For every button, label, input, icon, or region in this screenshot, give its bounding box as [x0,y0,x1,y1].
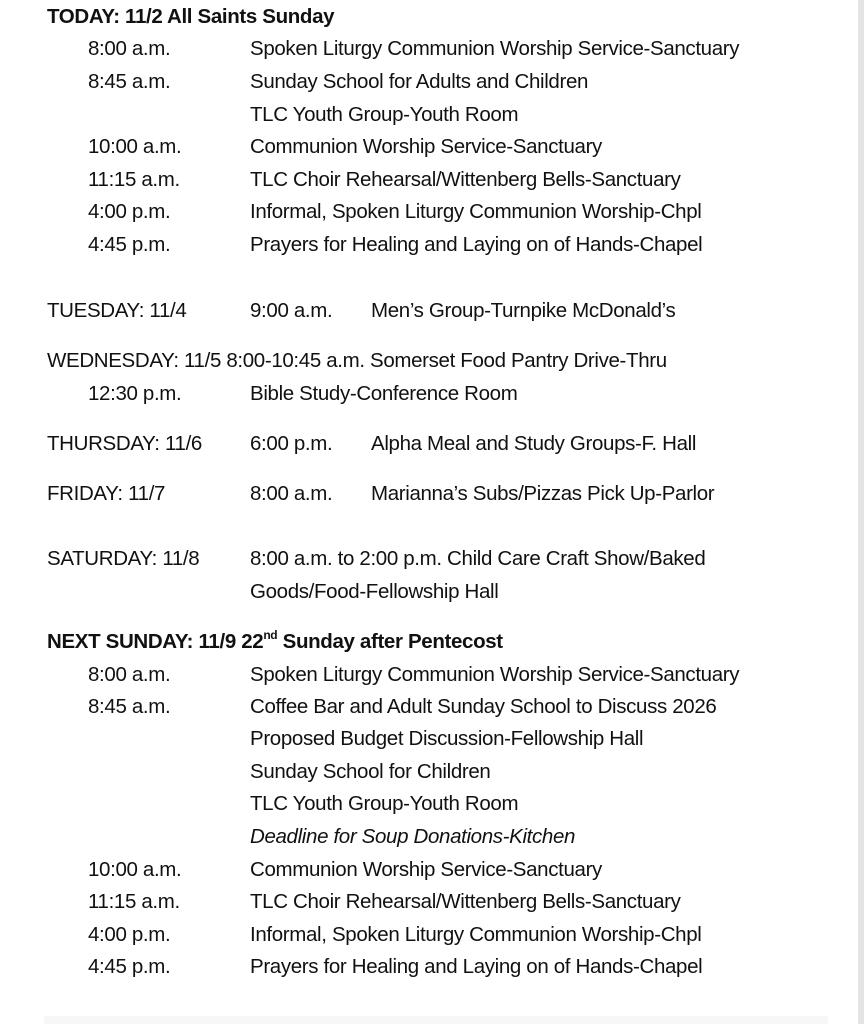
event-time: 4:45 p.m. [88,233,171,256]
event-desc: Spoken Liturgy Communion Worship Service-Sanctuary [250,37,740,60]
wednesday-time2: 12:30 p.m. [88,382,182,405]
saturday-desc-line2: Goods/Food-Fellowship Hall [250,580,499,603]
wednesday-desc2: Bible Study-Conference Room [250,382,518,405]
tuesday-day: TUESDAY: 11/4 [47,299,187,322]
saturday-desc-line1: 8:00 a.m. to 2:00 p.m. Child Care Craft Show/Baked [250,547,706,570]
page-edge-strip [858,0,864,1024]
event-time: 10:00 a.m. [88,858,182,881]
event-desc: Coffee Bar and Adult Sunday School to Discuss 2026 [250,695,717,718]
event-desc: Spoken Liturgy Communion Worship Service-Sanctuary [250,663,740,686]
event-time: 8:00 a.m. [88,37,171,60]
heading-pre: NEXT SUNDAY: 11/9 22 [47,630,264,653]
friday-desc: Marianna’s Subs/Pizzas Pick Up-Parlor [371,482,715,505]
event-desc: Informal, Spoken Liturgy Communion Worship-Chpl [250,923,702,946]
event-desc: Prayers for Healing and Laying on of Hands-Chapel [250,233,703,256]
event-desc: Informal, Spoken Liturgy Communion Worship-Chpl [250,200,702,223]
next-sunday-heading [47,629,503,655]
thursday-time: 6:00 p.m. [250,432,333,455]
event-desc-deadline: Deadline for Soup Donations-Kitchen [250,825,576,848]
heading-post: Sunday after Pentecost [277,630,503,653]
event-desc: Communion Worship Service-Sanctuary [250,135,602,158]
event-desc: Communion Worship Service-Sanctuary [250,858,602,881]
ordinal-suffix: nd [263,628,278,643]
event-desc: Sunday School for Adults and Children [250,70,589,93]
event-desc: Sunday School for Children [250,760,491,783]
event-time: 8:00 a.m. [88,663,171,686]
event-time: 4:00 p.m. [88,923,171,946]
friday-day: FRIDAY: 11/7 [47,482,166,505]
event-time: 8:45 a.m. [88,695,171,718]
tuesday-time: 9:00 a.m. [250,299,333,322]
event-desc: TLC Choir Rehearsal/Wittenberg Bells-Sanctuary [250,168,681,191]
event-time: 10:00 a.m. [88,135,182,158]
event-desc: Proposed Budget Discussion-Fellowship Hall [250,727,644,750]
thursday-desc: Alpha Meal and Study Groups-F. Hall [371,432,697,455]
event-desc: TLC Choir Rehearsal/Wittenberg Bells-Sanctuary [250,890,681,913]
today-heading: TODAY: 11/2 All Saints Sunday [47,5,335,28]
event-desc: Prayers for Healing and Laying on of Hands-Chapel [250,955,703,978]
event-time: 11:15 a.m. [88,890,180,913]
event-time: 4:00 p.m. [88,200,171,223]
thursday-day: THURSDAY: 11/6 [47,432,202,455]
friday-time: 8:00 a.m. [250,482,333,505]
event-time: 8:45 a.m. [88,70,171,93]
page-bottom-strip [44,1016,828,1024]
event-desc: TLC Youth Group-Youth Room [250,103,519,126]
tuesday-desc: Men’s Group-Turnpike McDonald’s [371,299,676,322]
saturday-day: SATURDAY: 11/8 [47,547,200,570]
event-time: 4:45 p.m. [88,955,171,978]
event-desc: TLC Youth Group-Youth Room [250,792,519,815]
event-time: 11:15 a.m. [88,168,180,191]
wednesday-line: WEDNESDAY: 11/5 8:00-10:45 a.m. Somerset Food Pantry Drive-Thru [47,349,667,372]
